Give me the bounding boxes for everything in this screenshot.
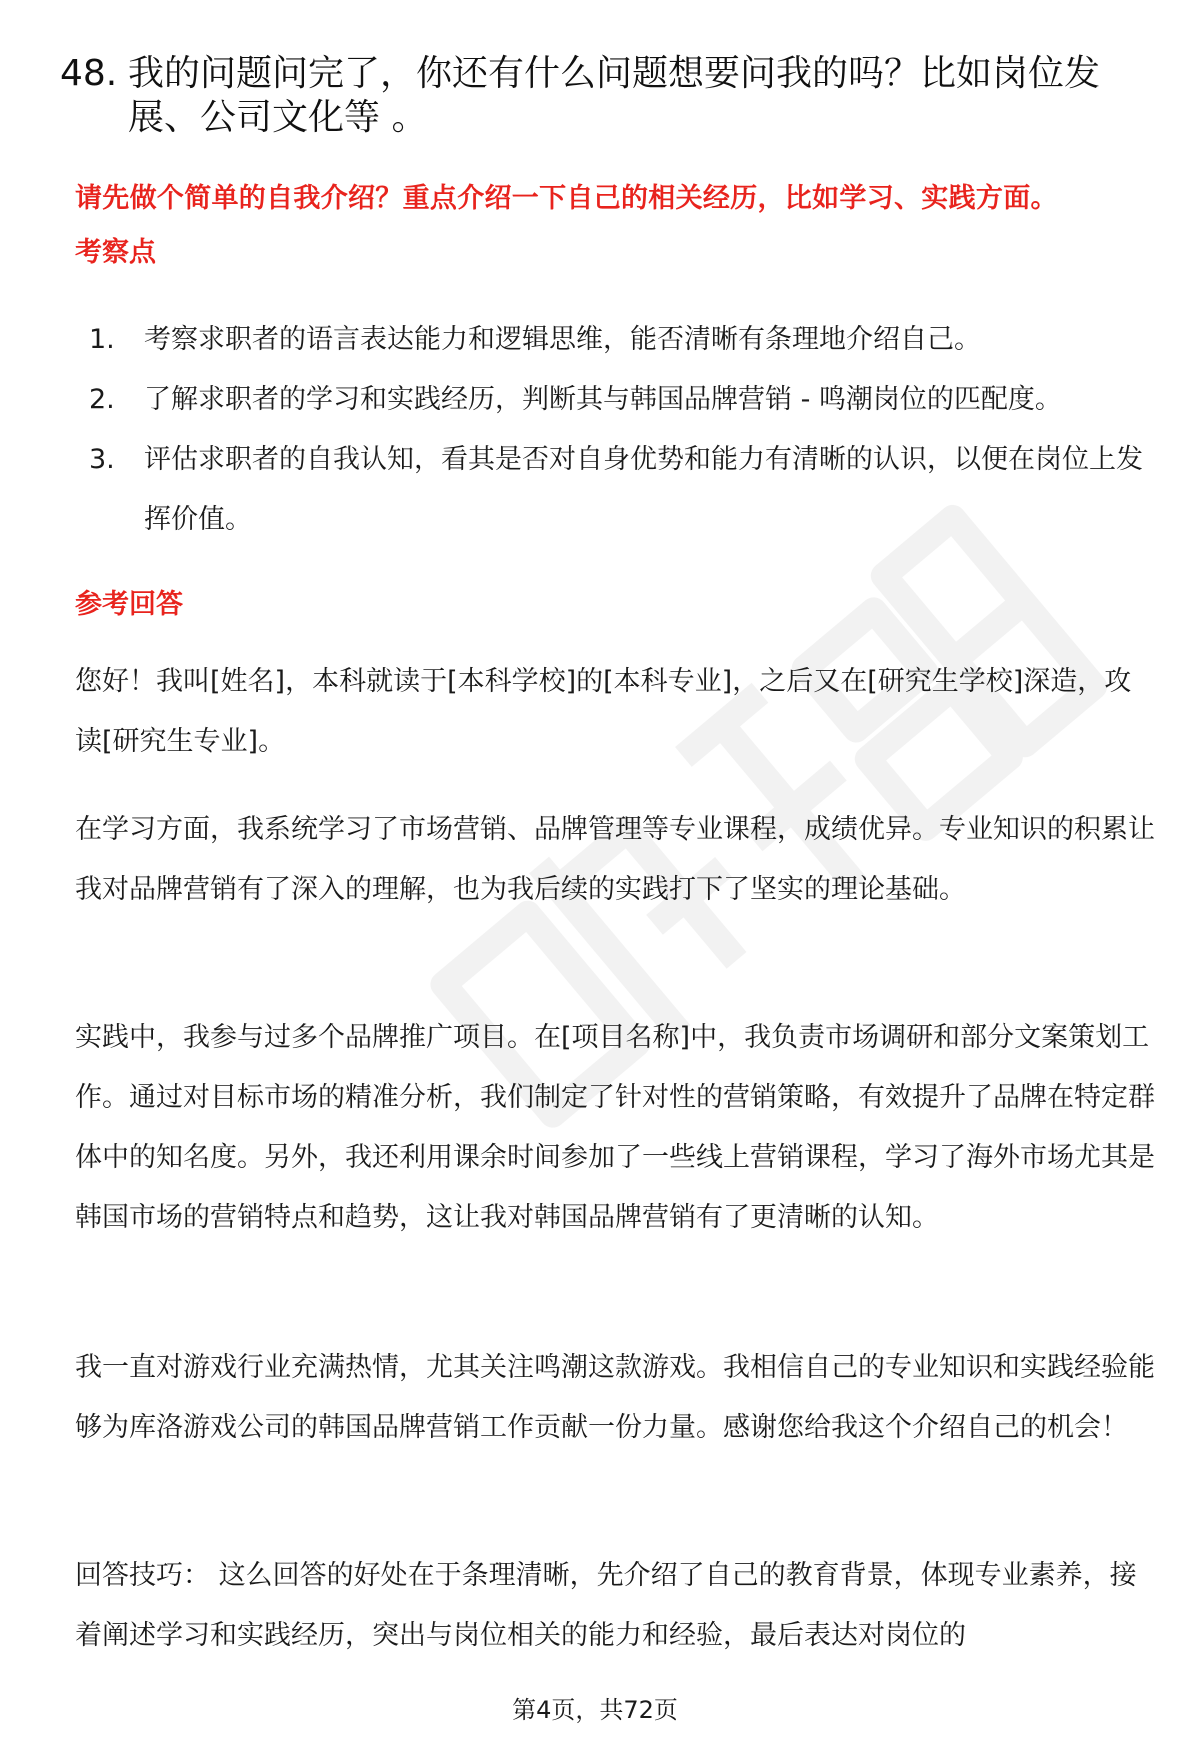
- points-list: [75, 310, 1155, 550]
- list-item: [75, 310, 1155, 370]
- answer-paragraph-practice: 实践中，我参与过多个品牌推广项目。在[项目名称]中，我负责市场调研和部分文案策划工作。通过对目标市场的精准分析，我们制定了针对性的营销策略，有效提升了品牌在特定群体中的知名度。另外，我还利用课余时间参加了一些线上营销课程，学习了海外市场尤其是韩国市场的营销特点和趋势，这让我对韩国品牌营销有了更清晰的认知。: [75, 1022, 1155, 1233]
- answer-paragraph-passion: 我一直对游戏行业充满热情，尤其关注鸣潮这款游戏。我相信自己的专业知识和实践经验能够为库洛游戏公司的韩国品牌营销工作贡献一份力量。感谢您给我这个介绍自己的机会！: [75, 1352, 1155, 1443]
- question-number: 48.: [60, 53, 118, 94]
- answer-paragraph-intro: 您好！我叫[姓名]，本科就读于[本科学校]的[本科专业]，之后又在[研究生学校]深造，攻读[研究生专业]。: [75, 666, 1132, 757]
- answer-paragraph-study: 在学习方面，我系统学习了市场营销、品牌管理等专业课程，成绩优异。专业知识的积累让我对品牌营销有了深入的理解，也为我后续的实践打下了坚实的理论基础。: [75, 814, 1155, 905]
- list-item: [75, 370, 1155, 430]
- list-item-text: 考察求职者的语言表达能力和逻辑思维，能否清晰有条理地介绍自己。: [144, 324, 981, 355]
- current-question: 请先做个简单的自我介绍？重点介绍一下自己的相关经历，比如学习、实践方面。: [75, 183, 1058, 214]
- page-number: 第4页，共72页: [512, 1696, 678, 1724]
- question-text: 我的问题问完了，你还有什么问题想要问我的吗？比如岗位发展、公司文化等 。: [128, 53, 1101, 138]
- list-item: [75, 430, 1155, 550]
- list-item-text: 了解求职者的学习和实践经历，判断其与韩国品牌营销 - 鸣潮岗位的匹配度。: [144, 384, 1062, 415]
- list-item-number: 2.: [89, 384, 115, 415]
- list-item-number: 3.: [89, 444, 115, 475]
- answer-section-title: 参考回答: [75, 589, 183, 620]
- list-item-number: 1.: [89, 324, 115, 355]
- points-section-title: 考察点: [75, 237, 156, 268]
- question-heading: [60, 52, 1140, 140]
- list-item-text: 评估求职者的自我认知，看其是否对自身优势和能力有清晰的认识，以便在岗位上发挥价值。: [144, 444, 1143, 535]
- answer-tips-paragraph: 回答技巧： 这么回答的好处在于条理清晰，先介绍了自己的教育背景，体现专业素养，接着阐述学习和实践经历，突出与岗位相关的能力和经验，最后表达对岗位的: [75, 1560, 1137, 1651]
